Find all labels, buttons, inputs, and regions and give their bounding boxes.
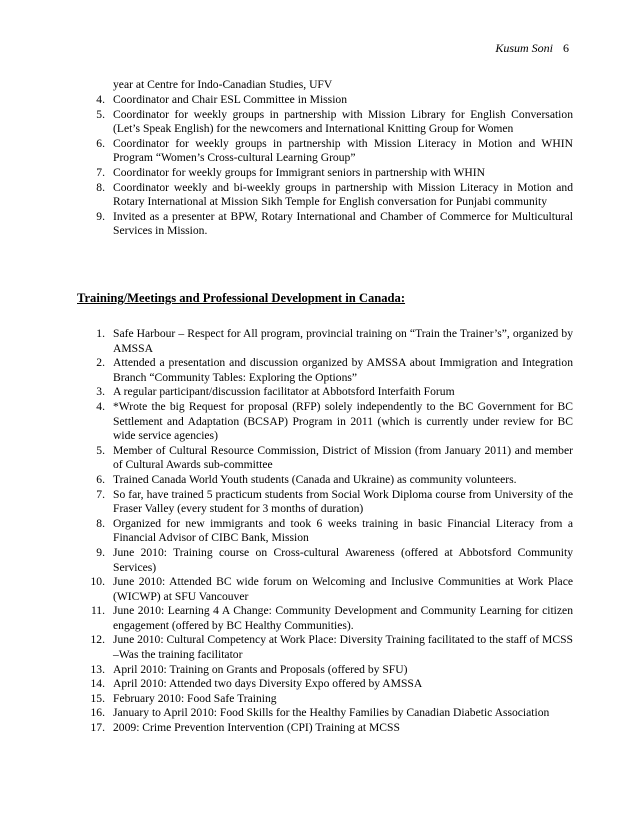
list-item [96,472,573,488]
page-header [495,41,569,56]
list-item [96,136,573,166]
list-item [96,107,573,137]
list-item-number: 15. [90,691,105,705]
list-item-number: 3. [96,385,105,399]
list-item [96,93,573,108]
list-item-number: 7. [96,165,105,179]
list-item-number: 9. [96,209,105,223]
section-heading: Training/Meetings and Professional Development in Canada: [77,291,406,305]
header-author: Kusum Soni [495,41,553,55]
list-item-number: 17. [90,721,105,735]
list-item-number: 6. [96,472,105,486]
list-item-number: 9. [96,545,105,559]
list-item [96,516,573,546]
list-item [90,677,573,692]
list-item [96,545,573,575]
training-list [90,327,573,736]
list-item-text: Trained Canada World Youth students (Canada and Ukraine) as community volunteers. [113,472,517,486]
list-item-text: January to April 2010: Food Skills for the Healthy Families by Canadian Diabetic Association [113,706,550,720]
list-item [96,356,573,385]
list-item-number: 8. [96,180,105,194]
list-item-text: A regular participant/discussion facilitator at Abbotsford Interfaith Forum [113,385,455,399]
list-item-text: Organized for new immigrants and took 6 weeks training in basic Financial Literacy from a Financial Advisor of CIBC Bank, Mission [113,516,573,545]
list-item-number: 7. [96,487,105,501]
list-item-number: 6. [96,136,105,150]
list-item-text: April 2010: Attended two days Diversity Expo offered by AMSSA [113,677,423,691]
list-item [96,385,573,400]
list-item-text: Coordinator weekly and bi-weekly groups in partnership with Mission Literacy in Motion and Rotary International at Mission Sikh Temple for English conversation for Punjabi community [113,180,573,209]
list-item-number: 13. [90,662,105,676]
list-item-number: 4. [96,93,105,106]
list-item-text: Coordinator for weekly groups in partnership with Mission Literacy in Motion and WHIN Program “Women’s Cross-cultural Learning Group” [113,136,573,165]
list-item-text: June 2010: Training course on Cross-cultural Awareness (offered at Abbotsford Community Services) [113,545,573,574]
list-item-text: Coordinator and Chair ESL Committee in Mission [113,93,348,106]
list-item-number: 8. [96,516,105,530]
list-item-number: 4. [96,399,105,413]
list-item-text: So far, have trained 5 practicum students from Social Work Diploma course from University of the Fraser Valley (every student for 3 months of duration) [113,487,573,516]
list-item-number: 10. [90,575,105,589]
list-item-text: *Wrote the big Request for proposal (RFP) solely independently to the BC Government for BC Settlement and Adaptation (BCSAP) Program in 2011 (which is currently under review for BC wide service agencies) [113,399,573,443]
list-item-text: Coordinator for weekly groups for Immigrant seniors in partnership with WHIN [113,165,485,179]
list-item-text: June 2010: Cultural Competency at Work Place: Diversity Training facilitated to the staff of MCSS –Was the training facilitator [113,633,573,662]
list-item-number: 5. [96,443,105,457]
page-number: 6 [563,41,569,55]
list-item-text: Invited as a presenter at BPW, Rotary International and Chamber of Commerce for Multicultural Services in Mission. [113,209,573,238]
list-item-number: 12. [90,633,105,647]
list-item [90,721,573,736]
list-item-text: Coordinator for weekly groups in partnership with Mission Library for English Conversation (Let’s Speak English) for the newcomers and International Knitting Group for Women [113,107,573,136]
list-item-number: 1. [96,327,105,340]
list-item [96,327,573,356]
list-item-number: 14. [90,677,105,691]
list-item [90,575,573,604]
list-item-number: 16. [90,706,105,720]
list-item [90,604,573,633]
list-item [96,399,573,444]
list-item [90,691,573,707]
list-item [90,662,573,678]
list-item-text: Safe Harbour – Respect for All program, provincial training on “Train the Trainer’s”, organized by AMSSA [113,327,573,355]
list-item-text: April 2010: Training on Grants and Proposals (offered by SFU) [113,662,408,676]
list-item-text: Member of Cultural Resource Commission, District of Mission (from January 2011) and member of Cultural Awards sub-committee [113,443,573,472]
list-item-text: Attended a presentation and discussion organized by AMSSA about Immigration and Integration Branch “Community Tables: Exploring the Options” [113,356,573,384]
list-item-text: 2009: Crime Prevention Intervention (CPI) Training at MCSS [113,721,400,735]
list-item [90,633,573,662]
list-item-number: 11. [90,604,105,618]
list-item [96,443,573,473]
services-list [96,93,573,239]
list-item-text: February 2010: Food Safe Training [113,691,277,705]
list-item [96,487,573,517]
list-item [96,209,573,239]
list-item-number: 5. [96,107,105,121]
list-item [96,180,573,210]
list-item-text: June 2010: Attended BC wide forum on Welcoming and Inclusive Communities at Work Place (WICWP) at SFU Vancouver [113,575,573,603]
list-item [90,706,573,721]
list-item-text: June 2010: Learning 4 A Change: Community Development and Community Learning for citizen engagement (offered by BC Healthy Communities). [113,604,573,632]
list-item [96,165,573,181]
list-item-number: 2. [96,356,105,370]
continuation-text: year at Centre for Indo-Canadian Studies, UFV [113,78,333,91]
